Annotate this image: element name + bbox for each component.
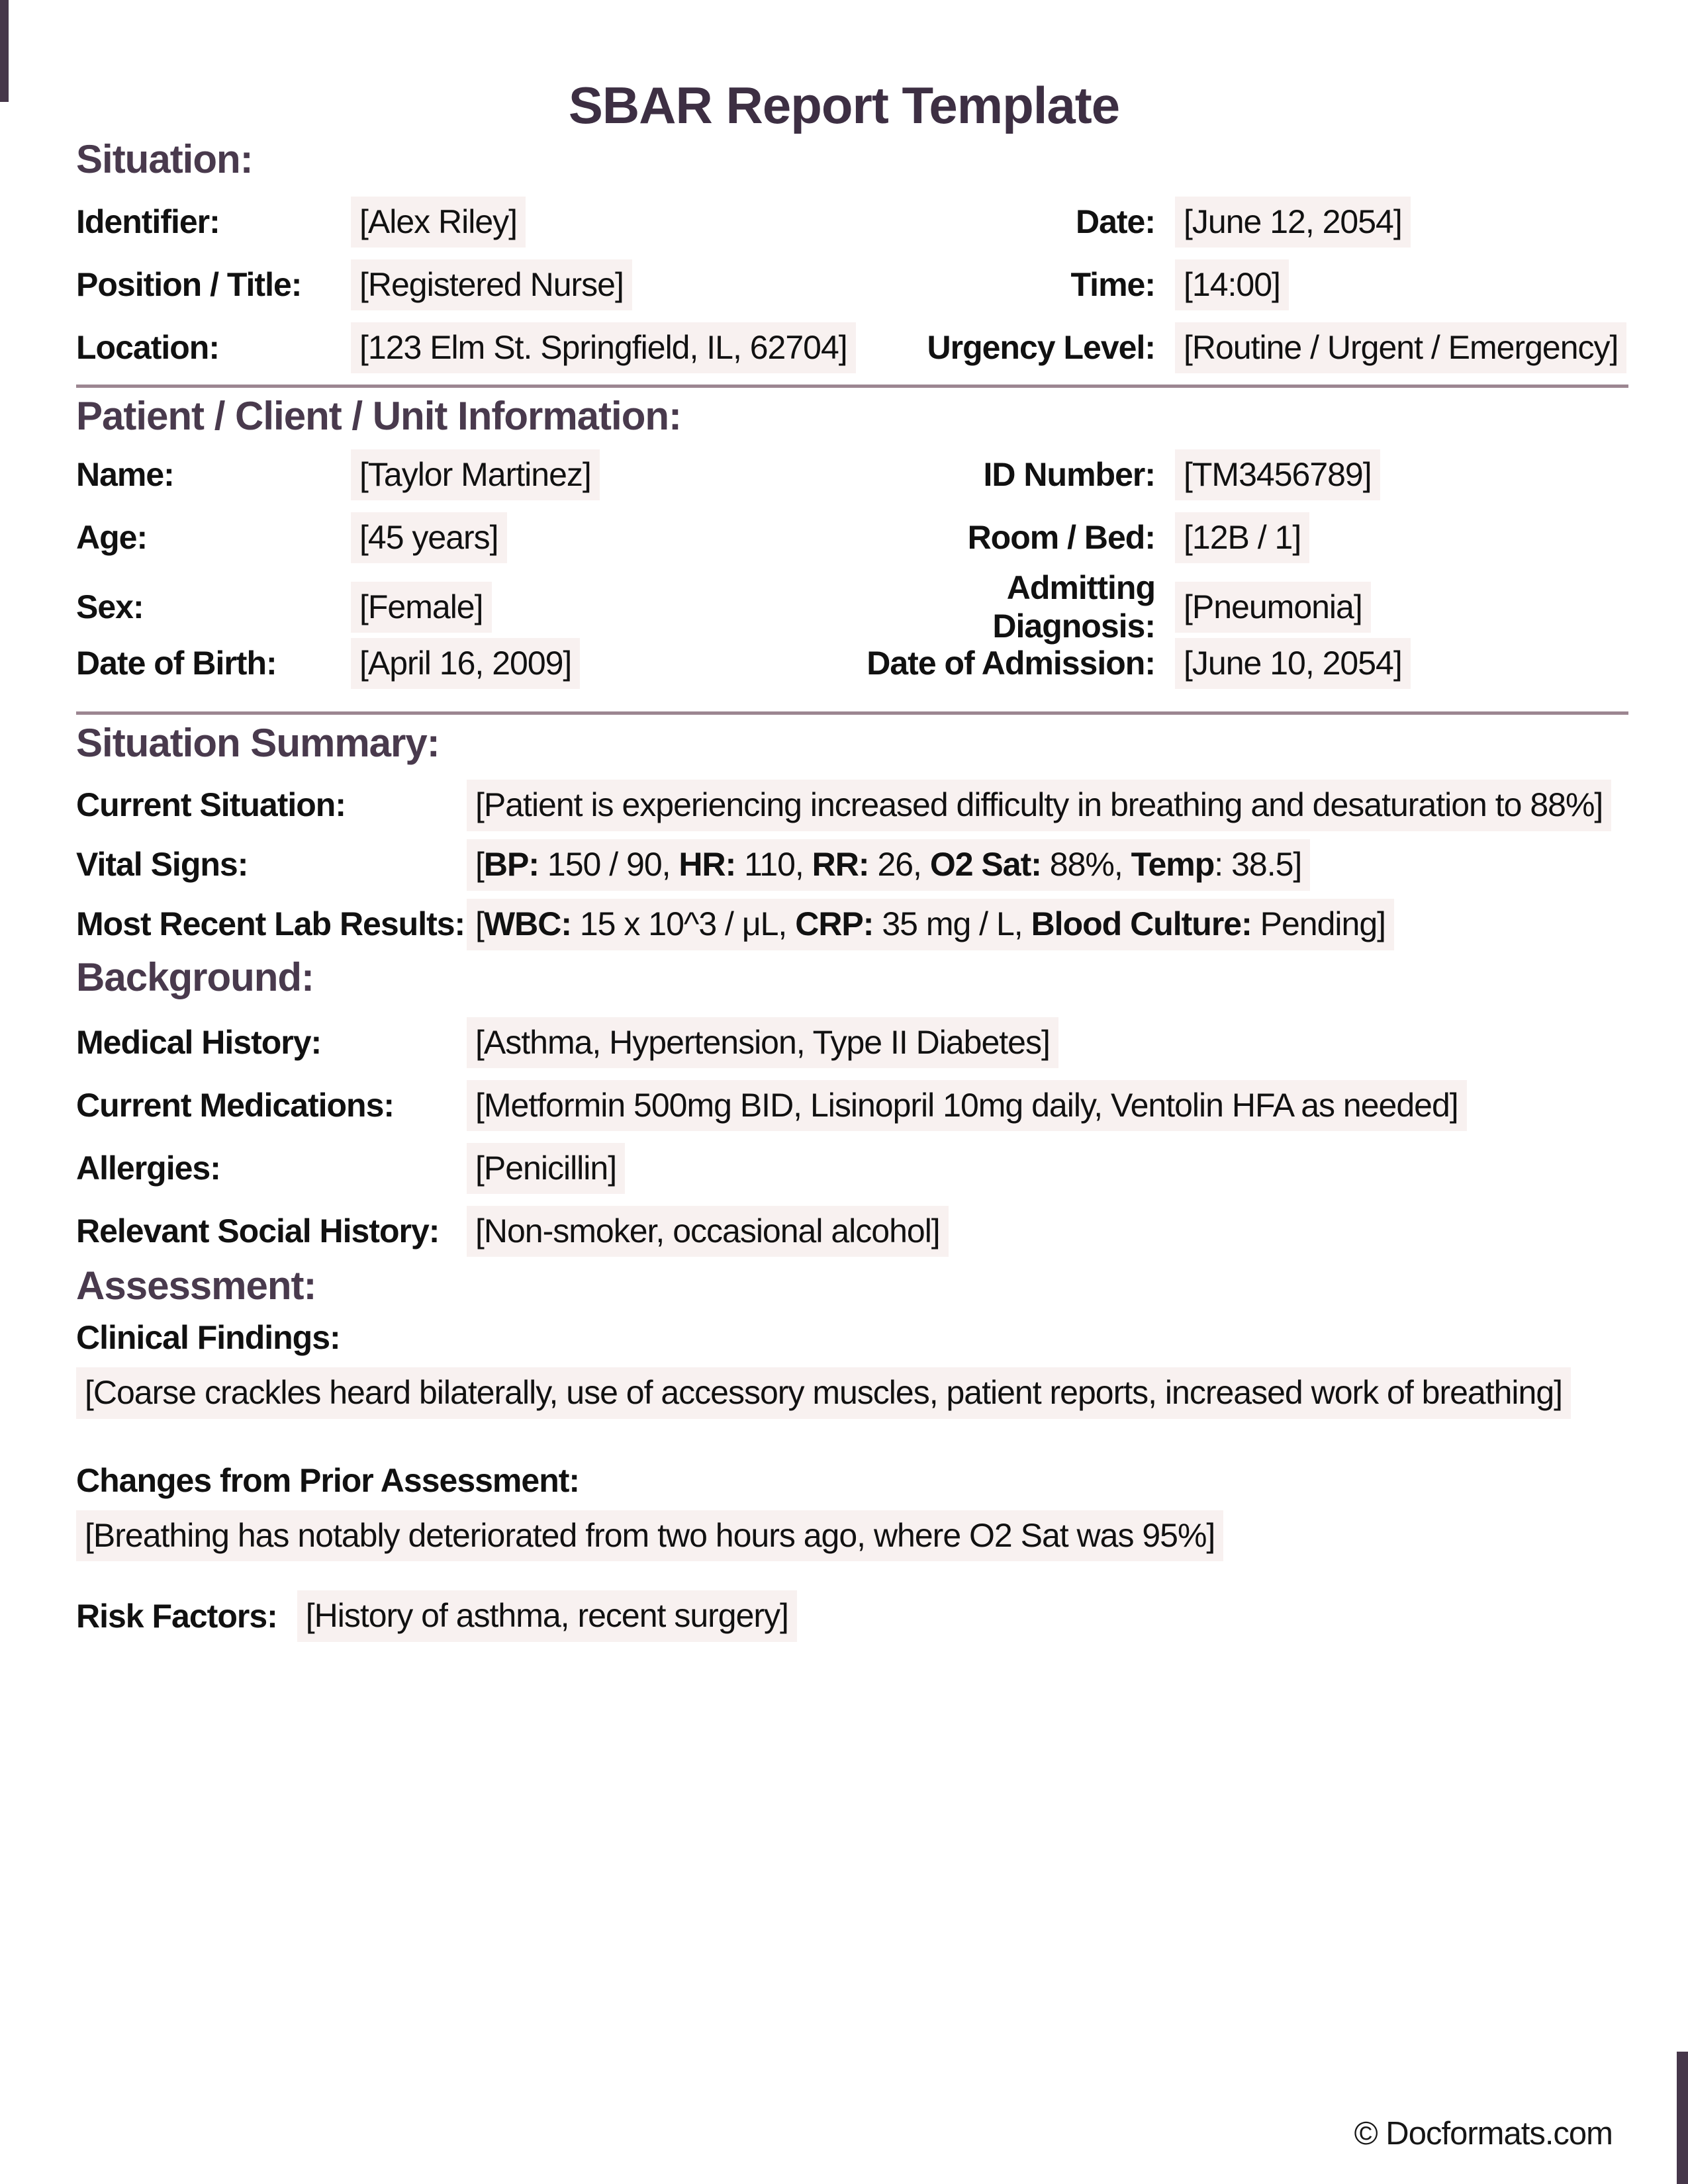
field-value: [123 Elm St. Springfield, IL, 62704] [351, 322, 856, 374]
field-row [76, 895, 1628, 954]
changes-from-prior-value: [Breathing has notably deteriorated from two hours ago, where O2 Sat was 95%] [76, 1510, 1223, 1562]
value-text: 150 / 90, [539, 846, 679, 884]
situation-summary-heading: Situation Summary: [76, 721, 440, 765]
field-value [467, 780, 1611, 831]
field-value: [TM3456789] [1175, 449, 1380, 501]
value-term: Temp [1131, 846, 1215, 884]
field-value-cell [351, 512, 844, 564]
situation-heading: Situation: [76, 137, 253, 181]
field-row [76, 316, 1628, 379]
value-term: WBC: [483, 905, 571, 943]
field-label: ID Number: [983, 455, 1155, 493]
field-label: Room / Bed: [967, 518, 1155, 556]
value-text: [Patient is experiencing increased difficulty in breathing and desaturation to 88%] [475, 786, 1603, 824]
field-value-cell [1175, 322, 1628, 374]
value-text: 15 x 10^3 / μL, [571, 905, 796, 943]
field-row [76, 1074, 1628, 1137]
field-value: [Routine / Urgent / Emergency] [1175, 322, 1626, 374]
field-value: [Asthma, Hypertension, Type II Diabetes] [467, 1017, 1058, 1069]
risk-factors-value: [History of asthma, recent surgery] [297, 1590, 797, 1642]
field-value: [Registered Nurse] [351, 259, 632, 311]
value-text: 110, [735, 846, 812, 884]
assessment-heading: Assessment: [76, 1263, 316, 1308]
field-row [76, 835, 1628, 895]
top-left-accent-bar [0, 0, 9, 102]
field-value: [June 12, 2054] [1175, 197, 1411, 248]
field-value-cell [467, 1206, 1628, 1257]
changes-from-prior-label: Changes from Prior Assessment: [76, 1461, 580, 1499]
background-fields [76, 1011, 1628, 1263]
field-value-cell [467, 899, 1628, 950]
field-value-cell [351, 322, 847, 374]
field-value [467, 899, 1394, 950]
changes-from-prior-row [76, 1510, 1628, 1562]
situation-fields [76, 191, 1628, 379]
document-body [0, 136, 1688, 1642]
value-text: [ [475, 905, 484, 943]
risk-factors-label: Risk Factors: [76, 1597, 277, 1635]
field-row [76, 506, 1628, 569]
field-label: Most Recent Lab Results: [76, 905, 465, 943]
field-value: [14:00] [1175, 259, 1289, 311]
field-value-cell [1175, 638, 1628, 690]
patient-info-heading: Patient / Client / Unit Information: [76, 394, 681, 438]
field-value-cell [467, 1143, 1628, 1195]
field-row [76, 1011, 1628, 1074]
field-value: [June 10, 2054] [1175, 638, 1411, 690]
value-text: : 38.5] [1214, 846, 1302, 884]
field-value-cell [1175, 259, 1628, 311]
bottom-right-accent-bar [1677, 2052, 1688, 2184]
background-heading: Background: [76, 955, 314, 999]
field-value-cell [1175, 582, 1628, 633]
field-row [76, 1200, 1628, 1263]
field-label: Age: [76, 518, 148, 556]
field-label: Identifier: [76, 203, 220, 240]
field-label: Current Medications: [76, 1086, 395, 1124]
page-title: SBAR Report Template [568, 76, 1120, 134]
clinical-findings-row [76, 1367, 1628, 1419]
field-value [467, 839, 1310, 891]
field-value: [Penicillin] [467, 1143, 625, 1195]
section-divider [76, 385, 1628, 388]
field-label: Vital Signs: [76, 846, 248, 884]
field-row [76, 776, 1628, 835]
value-text: Pending] [1251, 905, 1386, 943]
field-row [76, 253, 1628, 316]
field-label: Position / Title: [76, 265, 302, 303]
value-term: Blood Culture: [1031, 905, 1252, 943]
field-label: Name: [76, 455, 174, 493]
copyright-footer: © Docformats.com [1354, 2116, 1613, 2152]
field-label: Allergies: [76, 1149, 220, 1187]
situation-summary-fields [76, 776, 1628, 954]
field-value-cell [351, 638, 844, 690]
value-text: 35 mg / L, [873, 905, 1031, 943]
value-text: 88%, [1041, 846, 1131, 884]
field-value: [April 16, 2009] [351, 638, 580, 690]
value-term: RR: [812, 846, 869, 884]
field-value: [Taylor Martinez] [351, 449, 600, 501]
field-label: Urgency Level: [927, 328, 1155, 366]
value-term: HR: [679, 846, 736, 884]
value-term: O2 Sat: [929, 846, 1041, 884]
field-label: Medical History: [76, 1023, 322, 1061]
field-value-cell [351, 259, 844, 311]
field-row [76, 443, 1628, 506]
clinical-findings-value: [Coarse crackles heard bilaterally, use of accessory muscles, patient reports, increased work of breathing] [76, 1367, 1571, 1419]
field-value: [Alex Riley] [351, 197, 526, 248]
risk-factors-row [76, 1590, 1628, 1642]
field-row [76, 191, 1628, 253]
field-value-cell [1175, 512, 1628, 564]
field-label: Admitting Diagnosis: [992, 569, 1155, 645]
field-value-cell [351, 449, 844, 501]
field-value-cell [351, 582, 844, 633]
field-value-cell [1175, 449, 1628, 501]
field-value-cell [467, 839, 1628, 891]
field-label: Date of Admission: [867, 644, 1155, 682]
clinical-findings-label: Clinical Findings: [76, 1319, 340, 1356]
patient-fields [76, 443, 1628, 695]
field-label: Sex: [76, 588, 144, 625]
field-label: Date of Birth: [76, 644, 277, 682]
value-term: BP: [483, 846, 539, 884]
field-value-cell [1175, 197, 1628, 248]
section-divider [76, 711, 1628, 715]
field-label: Relevant Social History: [76, 1212, 440, 1250]
field-value: [45 years] [351, 512, 507, 564]
value-text: 26, [868, 846, 930, 884]
value-text: [ [475, 846, 484, 884]
field-label: Time: [1070, 265, 1155, 303]
field-label: Date: [1075, 203, 1155, 240]
value-term: CRP: [795, 905, 874, 943]
field-value: [Pneumonia] [1175, 582, 1371, 633]
field-label: Location: [76, 328, 219, 366]
field-value: [Metformin 500mg BID, Lisinopril 10mg daily, Ventolin HFA as needed] [467, 1080, 1467, 1132]
field-value: [Non-smoker, occasional alcohol] [467, 1206, 949, 1257]
field-value: [12B / 1] [1175, 512, 1309, 564]
field-row [76, 1137, 1628, 1200]
field-value-cell [467, 1080, 1628, 1132]
field-row [76, 569, 1628, 645]
field-value: [Female] [351, 582, 492, 633]
field-value-cell [467, 1017, 1628, 1069]
field-value-cell [467, 780, 1628, 831]
field-label: Current Situation: [76, 786, 346, 824]
field-value-cell [351, 197, 844, 248]
